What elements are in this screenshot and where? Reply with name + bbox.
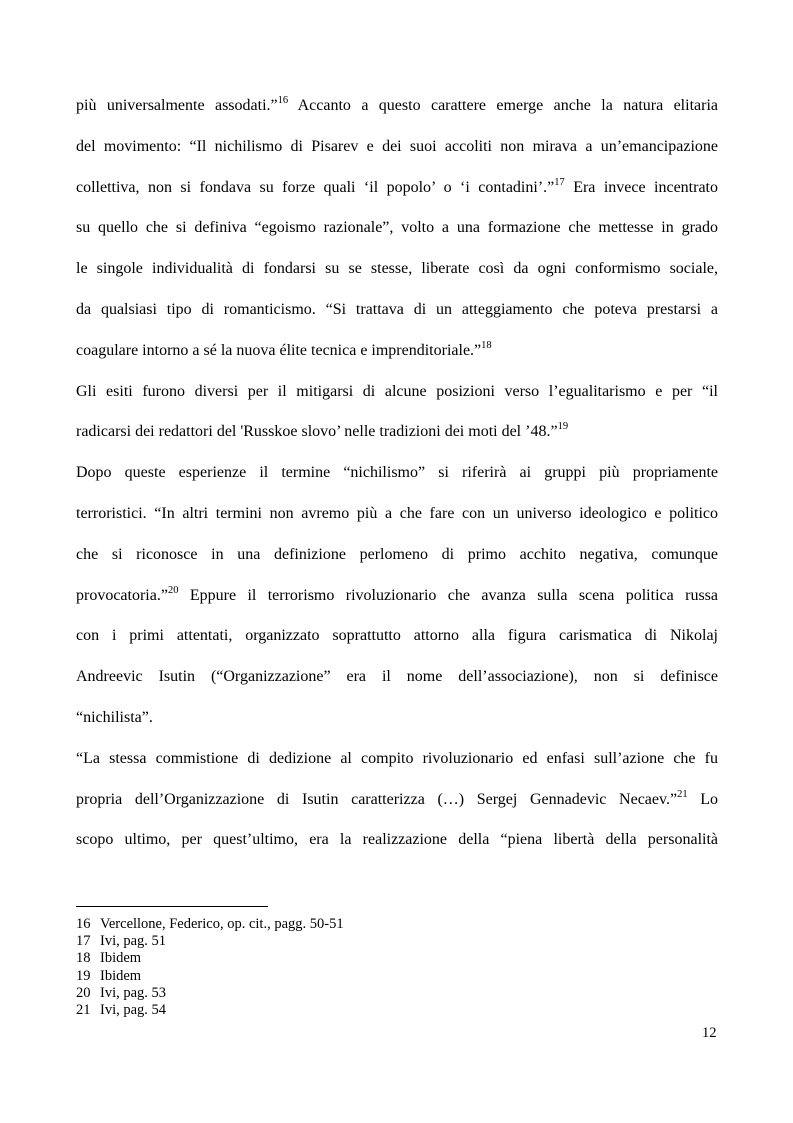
text-segment: provocatoria.” [76, 586, 168, 604]
footnote-number: 18 [76, 950, 91, 967]
footnote-number: 19 [76, 967, 91, 984]
footnote-text: Ivi, pag. 51 [100, 933, 167, 950]
text-segment: più universalmente assodati.” [76, 97, 278, 114]
footnote-text: Ivi, pag. 53 [100, 984, 167, 1001]
footnotes [76, 916, 344, 1019]
footnote [76, 916, 344, 933]
text-line: terroristici. “In altri termini non avremo più a che fare con un universo ideologico e politico [76, 504, 718, 522]
text-segment: coagulare intorno a sé la nuova élite tecnica e imprenditoriale.” [76, 341, 482, 359]
footnote-ref: 16 [277, 95, 289, 106]
text-segment: collettiva, non si fondava su forze quali ‘il popolo’ o ‘i contadini’.” [76, 178, 555, 196]
text-segment: Accanto a questo carattere emerge anche la natura elitaria [288, 97, 718, 114]
paragraph [76, 86, 718, 372]
footnote-number: 16 [76, 916, 91, 932]
text-segment: Lo [687, 790, 718, 808]
text-line [76, 168, 718, 209]
footnote-text: Ibidem [100, 950, 142, 967]
text-line: “nichilista”. [76, 708, 153, 726]
footnote-text: Ibidem [100, 967, 142, 984]
footnote-ref: 17 [554, 176, 565, 188]
footnote-text: Ivi, pag. 54 [100, 1002, 167, 1019]
footnote-ref: 18 [481, 339, 492, 351]
footnote [76, 1002, 344, 1019]
footnote-number: 17 [76, 933, 91, 950]
footnote [76, 950, 344, 967]
text-line: da qualsiasi tipo di romanticismo. “Si trattava di un atteggiamento che poteva prestarsi a [76, 300, 718, 318]
footnote-ref: 19 [557, 421, 569, 433]
text-line: che si riconosce in una definizione perlomeno di primo acchito negativa, comunque [76, 545, 718, 563]
footnote-number: 21 [76, 1002, 91, 1019]
text-line [76, 331, 718, 372]
page-number: 12 [702, 1025, 717, 1041]
text-line [76, 86, 718, 127]
text-line [76, 576, 718, 617]
text-segment: Era invece incentrato [564, 178, 719, 196]
text-line: con i primi attentati, organizzato soprattutto attorno alla figura carismatica di Nikolaj [76, 627, 718, 645]
text-line: Andreevic Isutin (“Organizzazione” era il nome dell’associazione), non si definisce [76, 668, 718, 686]
paragraph [76, 453, 718, 739]
footnote-separator [76, 906, 268, 907]
text-line: del movimento: “Il nichilismo di Pisarev e dei suoi accoliti non mirava a un’emancipazione [76, 137, 718, 155]
text-line: scopo ultimo, per quest’ultimo, era la realizzazione della “piena libertà della personalità [76, 831, 718, 849]
text-segment: radicarsi dei redattori del 'Russkoe slovo’ nelle tradizioni dei moti del ’48.” [76, 423, 558, 441]
footnote-ref: 21 [677, 788, 688, 800]
footnote-text: Vercellone, Federico, op. cit., pagg. 50-51 [100, 916, 344, 932]
text-line: su quello che si definiva “egoismo razionale”, volto a una formazione che mettesse in grado [76, 219, 718, 237]
text-line [76, 412, 718, 453]
body-text [76, 86, 718, 861]
footnote-number: 20 [76, 984, 91, 1001]
text-line: Gli esiti furono diversi per il mitigarsi di alcune posizioni verso l’egualitarismo e per “il [76, 382, 718, 400]
text-segment: propria dell’Organizzazione di Isutin caratterizza (…) Sergej Gennadevic Necaev.” [76, 790, 678, 808]
text-segment: Eppure il terrorismo rivoluzionario che avanza sulla scena politica russa [178, 586, 718, 604]
paragraph [76, 739, 718, 861]
footnote [76, 933, 344, 950]
text-line [76, 780, 718, 821]
text-line: le singole individualità di fondarsi su se stesse, liberate così da ogni conformismo sociale, [76, 260, 718, 278]
footnote [76, 968, 344, 985]
text-line: Dopo queste esperienze il termine “nichilismo” si riferirà ai gruppi più propriamente [76, 464, 718, 482]
footnote [76, 985, 344, 1002]
paragraph [76, 372, 718, 454]
footnote-ref: 20 [167, 584, 179, 596]
text-line: “La stessa commistione di dedizione al compito rivoluzionario ed enfasi sull’azione che fu [76, 749, 718, 767]
